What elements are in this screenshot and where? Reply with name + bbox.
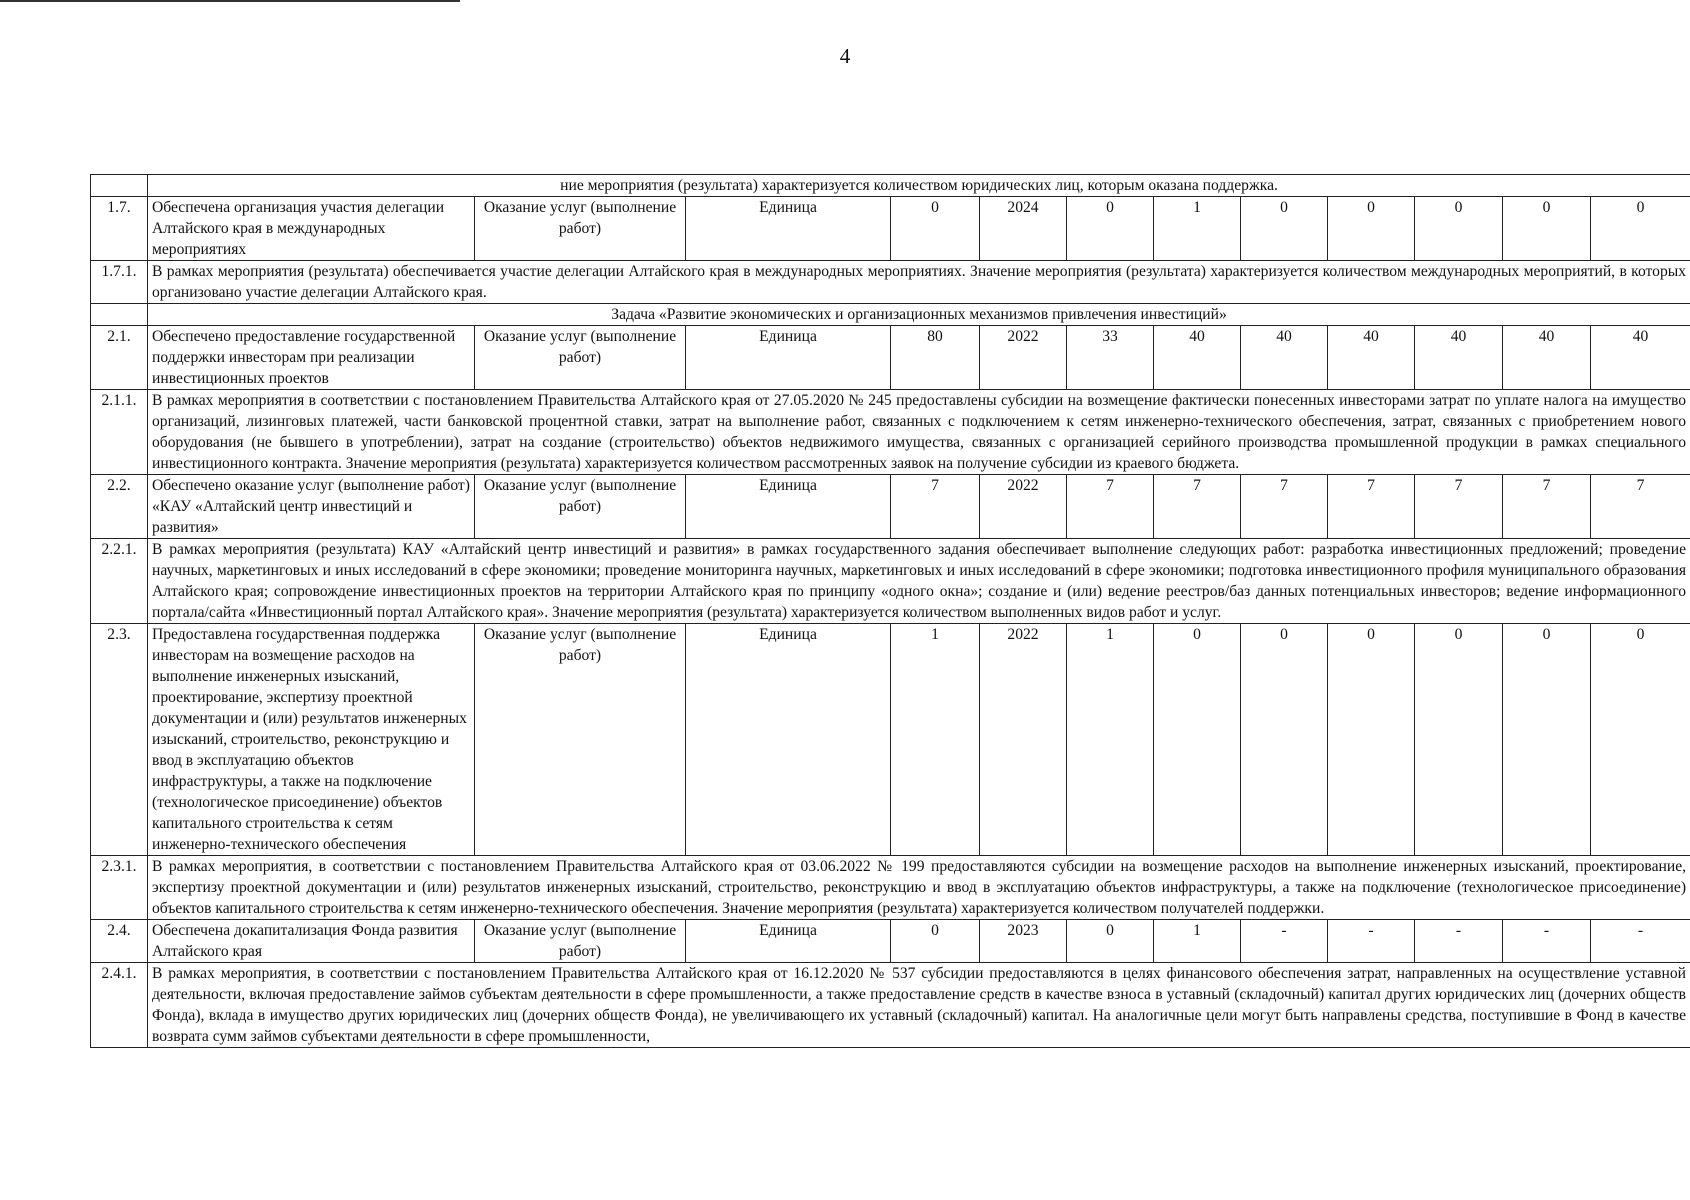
item-row bbox=[91, 475, 1690, 539]
item-value-v5: - bbox=[1415, 920, 1503, 963]
item-value-v1: 7 bbox=[1067, 475, 1154, 539]
item-value-v7: 0 bbox=[1591, 624, 1690, 856]
item-value-v6: 0 bbox=[1503, 197, 1591, 261]
description-text: В рамках мероприятия, в соответствии с постановлением Правительства Алтайского края от 16.12.2020 № 537 субсидии предоставляются в целях финансового обеспечения затрат, направленных на осуществление уставной деятельности, включая предоставление займов субъектам деятельности в сфере промышленности, а также предоставление средств в качестве взноса в уставный (складочный) капитал других юридических лиц (дочерних обществ Фонда), вклада в имущество других юридических лиц (дочерних обществ Фонда), не увеличивающего их уставный (складочный) капитал. На аналогичные цели могут быть направлены средства, поступившие в Фонд в качестве возврата сумм займов субъектами деятельности в сфере промышленности, bbox=[148, 963, 1690, 1048]
description-number: 2.4.1. bbox=[91, 963, 148, 1048]
item-row bbox=[91, 197, 1690, 261]
item-row bbox=[91, 624, 1690, 856]
item-name: Предоставлена государственная поддержка инвесторам на возмещение расходов на выполнение инженерных изысканий, проектирование, экспертизу проектной документации и (или) результатов инженерных изысканий, строительство, реконструкцию и ввод в эксплуатацию объектов инфраструктуры, а также на подключение (технологическое присоединение) объектов капитального строительства к сетям инженерно-технического обеспечения bbox=[148, 624, 475, 856]
description-number: 2.1.1. bbox=[91, 390, 148, 475]
item-value-v3: 0 bbox=[1241, 624, 1328, 856]
item-name: Обеспечено предоставление государственной поддержки инвесторам при реализации инвестиционных проектов bbox=[148, 326, 475, 390]
item-value-base-value: 0 bbox=[891, 920, 980, 963]
item-number: 1.7. bbox=[91, 197, 148, 261]
item-value-base-value: 1 bbox=[891, 624, 980, 856]
item-value-v4: 7 bbox=[1328, 475, 1415, 539]
item-number: 2.1. bbox=[91, 326, 148, 390]
item-value-base-value: 0 bbox=[891, 197, 980, 261]
description-text: В рамках мероприятия, в соответствии с постановлением Правительства Алтайского края от 03.06.2022 № 199 предоставляются субсидии на возмещение расходов на выполнение инженерных изысканий, проектирование, экспертизу проектной документации и (или) результатов инженерных изысканий, строительство, реконструкцию и ввод в эксплуатацию объектов инфраструктуры, а также на подключение (технологическое присоединение) объектов капитального строительства к сетям инженерно-технического обеспечения. Значение мероприятия (результата) характеризуется количеством получателей поддержки. bbox=[148, 856, 1690, 920]
item-value-v5: 0 bbox=[1415, 624, 1503, 856]
item-value-base-year: 2022 bbox=[980, 326, 1067, 390]
item-name: Обеспечено оказание услуг (выполнение работ) «КАУ «Алтайский центр инвестиций и развития» bbox=[148, 475, 475, 539]
item-unit: Единица bbox=[686, 475, 891, 539]
item-value-v7: 0 bbox=[1591, 197, 1690, 261]
item-value-v2: 1 bbox=[1154, 920, 1241, 963]
item-number: 2.3. bbox=[91, 624, 148, 856]
description-number: 2.3.1. bbox=[91, 856, 148, 920]
continuation-row bbox=[91, 175, 1690, 197]
item-value-v6: 40 bbox=[1503, 326, 1591, 390]
task-num-cell bbox=[91, 304, 148, 326]
item-value-v2: 1 bbox=[1154, 197, 1241, 261]
item-value-v1: 33 bbox=[1067, 326, 1154, 390]
item-value-v2: 7 bbox=[1154, 475, 1241, 539]
item-type: Оказание услуг (выполнение работ) bbox=[475, 197, 686, 261]
item-value-v5: 7 bbox=[1415, 475, 1503, 539]
item-type: Оказание услуг (выполнение работ) bbox=[475, 475, 686, 539]
item-value-v6: 0 bbox=[1503, 624, 1591, 856]
item-value-v2: 40 bbox=[1154, 326, 1241, 390]
item-value-v3: 40 bbox=[1241, 326, 1328, 390]
item-value-v1: 0 bbox=[1067, 197, 1154, 261]
item-value-v6: - bbox=[1503, 920, 1591, 963]
results-table bbox=[90, 174, 1690, 1048]
item-row bbox=[91, 326, 1690, 390]
item-value-v4: - bbox=[1328, 920, 1415, 963]
item-unit: Единица bbox=[686, 624, 891, 856]
item-unit: Единица bbox=[686, 920, 891, 963]
page-number: 4 bbox=[839, 44, 851, 68]
item-value-v3: 7 bbox=[1241, 475, 1328, 539]
item-value-v1: 0 bbox=[1067, 920, 1154, 963]
item-number: 2.2. bbox=[91, 475, 148, 539]
task-row bbox=[91, 304, 1690, 326]
description-row bbox=[91, 856, 1690, 920]
description-row bbox=[91, 539, 1690, 624]
item-name: Обеспечена докапитализация Фонда развития Алтайского края bbox=[148, 920, 475, 963]
item-value-v6: 7 bbox=[1503, 475, 1591, 539]
item-value-v4: 0 bbox=[1328, 624, 1415, 856]
description-text: В рамках мероприятия в соответствии с постановлением Правительства Алтайского края от 27.05.2020 № 245 предоставлены субсидии на возмещение фактически понесенных инвесторами затрат по уплате налога на имущество организаций, лизинговых платежей, части банковской процентной ставки, затрат на выполнение работ, связанных с подключением к сетям инженерно-технического обеспечения, затрат, связанных с приобретением нового оборудования (не бывшего в употреблении), затрат на создание (строительство) объектов недвижимого имущества, связанных с организацией серийного производства промышленной продукции в рамках специального инвестиционного контракта. Значение мероприятия (результата) характеризуется количеством рассмотренных заявок на получение субсидии из краевого бюджета. bbox=[148, 390, 1690, 475]
top-rule bbox=[0, 0, 460, 2]
description-row bbox=[91, 261, 1690, 304]
description-number: 2.2.1. bbox=[91, 539, 148, 624]
item-unit: Единица bbox=[686, 197, 891, 261]
item-value-v7: - bbox=[1591, 920, 1690, 963]
item-value-base-year: 2023 bbox=[980, 920, 1067, 963]
continuation-text: ние мероприятия (результата) характеризуется количеством юридических лиц, которым оказана поддержка. bbox=[148, 175, 1690, 197]
item-value-v1: 1 bbox=[1067, 624, 1154, 856]
item-row bbox=[91, 920, 1690, 963]
item-number: 2.4. bbox=[91, 920, 148, 963]
item-value-v2: 0 bbox=[1154, 624, 1241, 856]
item-value-base-value: 7 bbox=[891, 475, 980, 539]
item-value-base-year: 2022 bbox=[980, 475, 1067, 539]
description-row bbox=[91, 963, 1690, 1048]
item-value-base-year: 2024 bbox=[980, 197, 1067, 261]
continuation-num-cell bbox=[91, 175, 148, 197]
item-unit: Единица bbox=[686, 326, 891, 390]
item-value-v3: - bbox=[1241, 920, 1328, 963]
item-type: Оказание услуг (выполнение работ) bbox=[475, 624, 686, 856]
item-value-base-value: 80 bbox=[891, 326, 980, 390]
task-heading: Задача «Развитие экономических и организационных механизмов привлечения инвестиций» bbox=[148, 304, 1690, 326]
item-value-v7: 40 bbox=[1591, 326, 1690, 390]
description-number: 1.7.1. bbox=[91, 261, 148, 304]
item-value-v5: 0 bbox=[1415, 197, 1503, 261]
item-value-v7: 7 bbox=[1591, 475, 1690, 539]
item-value-v3: 0 bbox=[1241, 197, 1328, 261]
item-value-v4: 0 bbox=[1328, 197, 1415, 261]
description-row bbox=[91, 390, 1690, 475]
item-type: Оказание услуг (выполнение работ) bbox=[475, 920, 686, 963]
description-text: В рамках мероприятия (результата) КАУ «Алтайский центр инвестиций и развития» в рамках государственного задания обеспечивает выполнение следующих работ: разработка инвестиционных предложений; проведение научных, маркетинговых и иных исследований в сфере экономики; проведение мониторинга научных, маркетинговых и иных исследований в сфере экономики; подготовка инвестиционного профиля муниципального образования Алтайского края; сопровождение инвестиционных проектов на территории Алтайского края по принципу «одного окна»; создание и (или) ведение реестров/баз данных потенциальных инвесторов; ведение информационного портала/сайта «Инвестиционный портал Алтайского края». Значение мероприятия (результата) характеризуется количеством выполненных видов работ и услуг. bbox=[148, 539, 1690, 624]
item-name: Обеспечена организация участия делегации Алтайского края в международных мероприятиях bbox=[148, 197, 475, 261]
description-text: В рамках мероприятия (результата) обеспечивается участие делегации Алтайского края в международных мероприятиях. Значение мероприятия (результата) характеризуется количеством международных мероприятий, в которых организовано участие делегации Алтайского края. bbox=[148, 261, 1690, 304]
item-value-v5: 40 bbox=[1415, 326, 1503, 390]
item-type: Оказание услуг (выполнение работ) bbox=[475, 326, 686, 390]
item-value-base-year: 2022 bbox=[980, 624, 1067, 856]
item-value-v4: 40 bbox=[1328, 326, 1415, 390]
